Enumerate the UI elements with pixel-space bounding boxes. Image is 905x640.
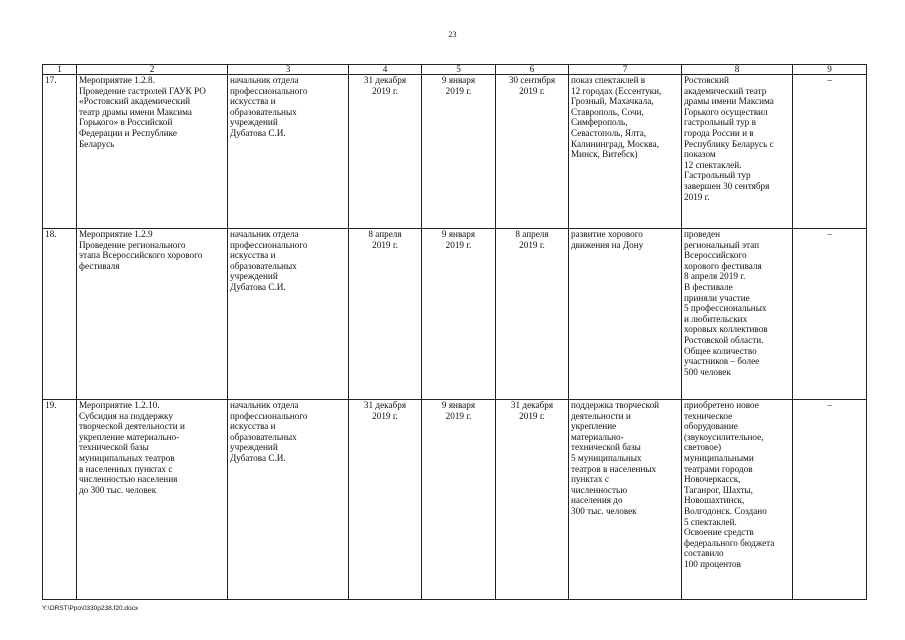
document-file-path: Y:\ORST\Ppo\0330p238.f20.docx [42, 605, 139, 612]
planned-end-date: 8 апреля 2019 г. [368, 229, 402, 250]
responsible-person: начальник отдела профессионального искусства и образовательных учреждений Дубатова С.И. [230, 400, 308, 463]
actual-start-date: 9 января 2019 г. [441, 75, 476, 96]
header-cell-9: 9 [793, 65, 867, 75]
actual-results: проведен региональный этап Всероссийского хорового фестиваля 8 апреля 2019 г. В фестивале приняли участие 5 профессиональных и любительских хоровых коллективов Ростовской области. Общее количество участников – более 500 человек [684, 229, 768, 377]
reasons: – [827, 229, 832, 239]
reasons: – [827, 75, 832, 85]
actual-end-date: 8 апреля 2019 г. [515, 229, 549, 250]
header-cell-3: 3 [228, 65, 349, 75]
actual-results: приобретено новое техническое оборудование (звукоусилительное, световое) муниципальными театрами городов Новочеркасск, Таганрог, Шахты, Новошахтинск, Волгодонск. Создано 5 спектаклей. Освоение средств федерального бюджета составило 100 процентов [684, 400, 775, 569]
event-name: Мероприятие 1.2.8. Проведение гастролей ГАУК РО «Ростовский академический театр драмы имени Максима Горького» в Российской Федерации и Республике Беларусь [79, 75, 206, 149]
table-row [43, 400, 867, 600]
table-row [43, 229, 867, 400]
header-cell-6: 6 [496, 65, 569, 75]
responsible-person: начальник отдела профессионального искусства и образовательных учреждений Дубатова С.И. [230, 229, 308, 292]
actual-start-date: 9 января 2019 г. [441, 229, 476, 250]
header-cell-1: 1 [43, 65, 77, 75]
reasons: – [827, 400, 832, 410]
page-number: 23 [448, 30, 457, 39]
planned-results: развитие хорового движения на Дону [571, 229, 644, 250]
event-name: Мероприятие 1.2.10. Субсидия на поддержку творческой деятельности и укрепление материально- технической базы муниципальных театров в населенных пунктах с численностью населения до 300 тыс. человек [79, 400, 185, 495]
header-cell-8: 8 [682, 65, 793, 75]
planned-results: показ спектаклей в 12 городах (Ессентуки, Грозный, Махачкала, Ставрополь, Сочи, Симферополь, Севастополь, Ялта, Калининград, Москва, Минск, Витебск) [571, 75, 662, 160]
report-table [42, 64, 867, 600]
header-cell-5: 5 [422, 65, 496, 75]
table-row [43, 75, 867, 229]
actual-start-date: 9 января 2019 г. [441, 400, 476, 421]
planned-end-date: 31 декабря 2019 г. [363, 400, 407, 421]
row-number: 18. [45, 229, 57, 239]
actual-results: Ростовский академический театр драмы имени Максима Горького осуществил гастрольный тур в города России и в Республику Беларусь с показом 12 спектаклей. Гастрольный тур завершен 30 сентября 2019 г. [684, 75, 774, 202]
header-cell-4: 4 [349, 65, 422, 75]
header-cell-7: 7 [569, 65, 682, 75]
header-cell-2: 2 [77, 65, 228, 75]
header-row [43, 65, 867, 75]
row-number: 19. [45, 400, 57, 410]
actual-end-date: 31 декабря 2019 г. [510, 400, 554, 421]
planned-results: поддержка творческой деятельности и укрепление материально- технической базы 5 муниципальных театров в населенных пунктах с численностью населения до 300 тыс. человек [571, 400, 660, 516]
row-number: 17. [45, 75, 57, 85]
planned-end-date: 31 декабря 2019 г. [363, 75, 407, 96]
actual-end-date: 30 сентября 2019 г. [508, 75, 556, 96]
event-name: Мероприятие 1.2.9 Проведение регионального этапа Всероссийского хорового фестиваля [79, 229, 203, 271]
responsible-person: начальник отдела профессионального искусства и образовательных учреждений Дубатова С.И. [230, 75, 308, 138]
